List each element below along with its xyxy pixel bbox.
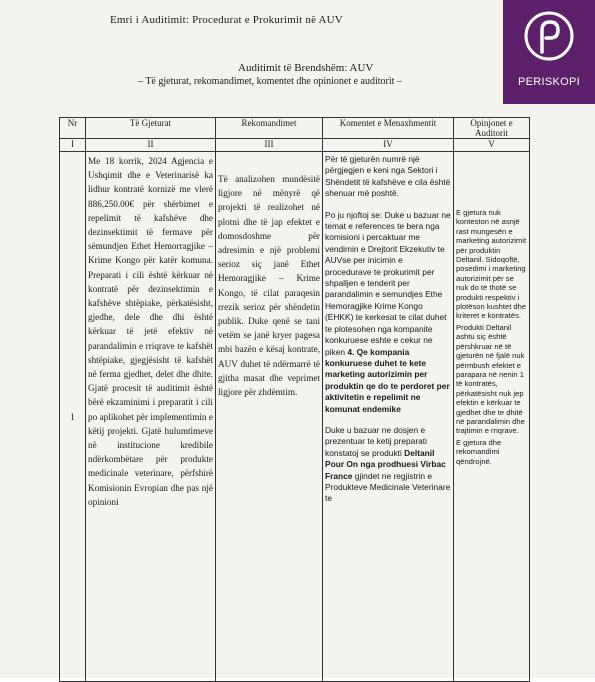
opinion-paragraph-3: E gjetura dhe rekomandimi qëndrojnë. <box>456 437 502 466</box>
comment-paragraph-3 <box>325 425 451 505</box>
document-title: Emri i Auditimit: Procedurat e Prokurimit në AUV <box>110 14 343 26</box>
comment-paragraph-2 <box>325 210 451 415</box>
recommendation-text: Të analizohen mundësitë ligjore në mënyrë që projekti të realizohet në plotni dhe të jap efektet e domosdoshme për adresimin e një problemi serioz siç janë Ethet Hemoragjike – Krime Kongo, të cilat paraqesin rrezik serioz për shëndetin publik. Duke qenë se tani vetëm se janë kryer pagesa mbi bazën e kësaj kontrate, AUV duhet të ndërmarrë të gjitha masat dhe veprimet ligjore për zhdëmtim. <box>216 152 323 682</box>
row-number: 1 <box>60 152 86 682</box>
comment-product-name: Deltanil Pour On nga prodhuesi Virbac France <box>325 447 446 481</box>
comment-paragraph-3-text: Duke u bazuar ne dosjen e prezentuar te ketij preparati konstatoj se produkti <box>325 424 427 458</box>
table-numbering-row <box>60 139 530 152</box>
opinion-paragraph-2: Produkti Deltanil ashtu siç është përshkruar në të gjeturën në fjalë nuk përmbush efektet e parapara në nenin 1 të kontratës, përkatësisht nuk jep efektin e kërkuar te gjedhet dhe te dhitë në parandalimin dhe trajtimin e rriqrave. <box>456 322 525 436</box>
header-findings: Të Gjeturat <box>86 118 216 139</box>
comment-paragraph-1: Për të gjeturën numrë një përgjegjen e keni nga Sektori i Shëndetit të kafshëve e cila është shenuar më poshtë. <box>325 154 451 199</box>
header-nr: Nr <box>60 118 86 139</box>
table-header-row <box>60 118 530 139</box>
management-comment <box>323 152 454 682</box>
periskopi-logo <box>503 0 595 104</box>
header-management-comments: Komentet e Menaxhmentit <box>323 118 454 139</box>
roman-4: IV <box>323 139 454 152</box>
auditor-opinion <box>454 152 530 682</box>
header-auditor-opinion: Opinjonet e Auditorit <box>454 118 530 139</box>
finding-text: Me 18 korrik, 2024 Agjencia e Ushqimit dhe e Veterinarisë ka lidhur kontratë kornizë me vlerë 886,250.00€ për shërbimet e repelimit të kafshëve dhe dezinsektimit të fermave për sëmundjen Ethet Hemorragjike – Krime Kongo për katër komuna. Preparati i cili është kërkuar në kontratë për dezinsektimin e kafshëve shtëpiake, përkatësisht, gjedhe, dele dhe dhi është kërkuar të jetë efektiv në parandalimin e rriqrave te kafshët shtëpiake, gjegjësisht të kafshët në ferma gjedhet, delet dhe dhite. Gjatë procesit të auditimit është bërë ekzaminimi i preparatit i cili po aplikohet për implementimin e këtij projekti. Gjatë hulumtimeve në institucione kredibile ndërkombëtare për produkte medicinale veterinare, përfshirë Komisionin Evropian dhe pas një opinioni <box>86 152 216 682</box>
comment-paragraph-2-bold: 4. Qe kompania konkuruese duhet te kete marketing autorizimin per produktin qe do te perdoret per aktivitetin e repelimit ne komunat endemike <box>325 346 450 414</box>
roman-5: V <box>454 139 530 152</box>
roman-1: I <box>60 139 86 152</box>
header-recommendations: Rekomandimet <box>216 118 323 139</box>
table-row <box>60 152 530 682</box>
periskopi-logo-icon <box>524 8 574 64</box>
logo-text: PERISKOPI <box>518 76 580 88</box>
findings-table <box>59 117 530 682</box>
comment-paragraph-2-text: Po ju njoftoj se: Duke u bazuar ne temat e references te bera nga komisioni i percaktuar me vendimin e Drejtorit Ekzekutiv te AUVse per inicimin e procedurave te prokurimit per shpalljen e tenderit per parandalimin e semundjes Ethe Hemoragjike Krime Kongo (EHKK) te kerkesat te cilat duhet te plotesohen nga kompanite konkuruese eshte e cekur ne piken <box>325 209 451 357</box>
roman-3: III <box>216 139 323 152</box>
roman-2: II <box>86 139 216 152</box>
document-section-title: – Të gjeturat, rekomandimet, komentet dhe opinionet e auditorit – <box>138 76 402 87</box>
opinion-paragraph-1: E gjetura nuk konteston në asnjë rast mungesën e marketing autorizimit për produktin Deltanil. Sidoqoftë, posedimi i marketing autorizimit për se nuk do të thotë se produkti respektiv i plotëson kushtet dhe kriteret e kontratës. <box>456 208 527 321</box>
comment-paragraph-3-end: gjindet ne regjistrin e Produkteve Medicinale Veterinare te <box>325 470 451 504</box>
document-subtitle: Auditimit të Brendshëm: AUV <box>238 62 374 74</box>
